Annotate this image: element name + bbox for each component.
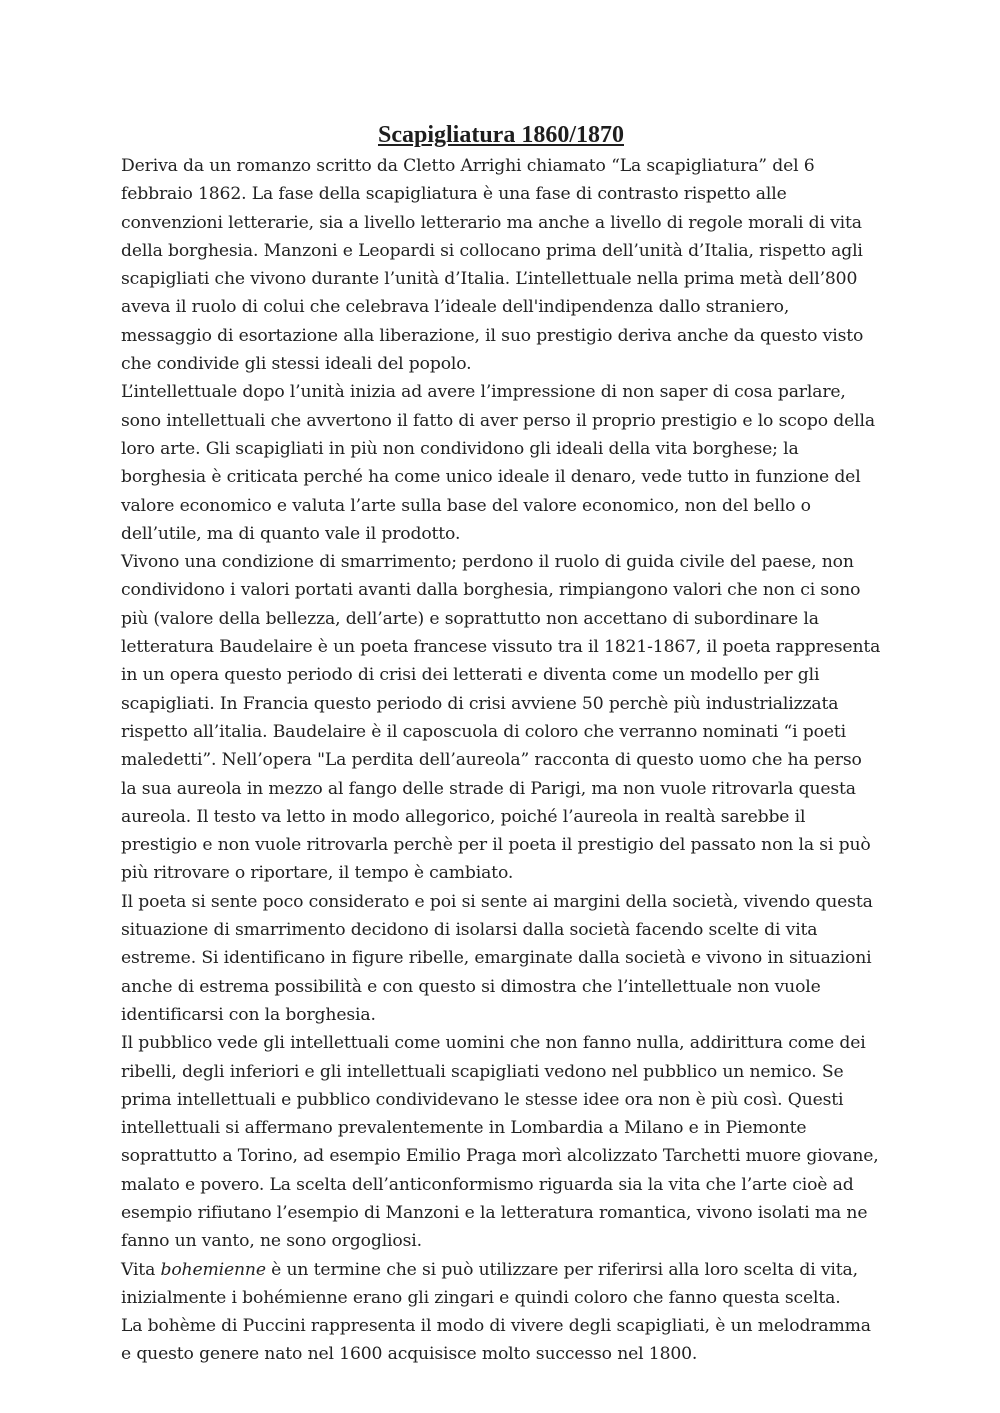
paragraph-baudelaire: Vivono una condizione di smarrimento; perdono il ruolo di guida civile del paese, non condividono i valori portati avanti dalla borghesia, rimpiangono valori che non ci sono più (valore della bellezza, dell’arte) e soprattutto non accettano di subordinare la letteratura Baudelaire è un poeta francese vissuto tra il 1821-1867, il poeta rappresenta in un opera questo periodo di crisi dei letterati e diventa come un modello per gli scapigliati. In Francia questo periodo di crisi avviene 50 perchè più industrializzata rispetto all’italia. Baudelaire è il caposcuola di coloro che verranno nominati “i poeti maledetti”. Nell’opera "La perdita dell’aureola” racconta di questo uomo che ha perso la sua aureola in mezzo al fango delle strade di Parigi, ma non vuole ritrovarla questa aureola. Il testo va letto in modo allegorico, poiché l’aureola in realtà sarebbe il prestigio e non vuole ritrovarla perchè per il poeta il prestigio del passato non la si può più ritrovare o riportare, il tempo è cambiato.	[121, 552, 881, 884]
paragraph-puccini: La bohème di Puccini rappresenta il modo di vivere degli scapigliati, è un melodramma e questo genere nato nel 1600 acquisisce molto successo nel 1800.	[121, 1316, 871, 1365]
vita-emphasis: bohemienne	[160, 1259, 266, 1280]
paragraph-public: Il pubblico vede gli intellettuali come uomini che non fanno nulla, addirittura come dei ribelli, degli inferiori e gli intellettuali scapigliati vedono nel pubblico un nemico. Se prima intellettuali e pubblico condividevano le stesse idee ora non è più così. Questi intellettuali si affermano prevalentemente in Lombardia a Milano e in Piemonte soprattutto a Torino, ad esempio Emilio Praga morì alcolizzato Tarchetti muore giovane, malato e povero. La scelta dell’anticonformismo riguarda sia la vita che l’arte cioè ad esempio rifiutano l’esempio di Manzoni e la letteratura romantica, vivono isolati ma ne fanno un vanto, ne sono orgogliosi.	[121, 1033, 879, 1252]
paragraph-origin: Deriva da un romanzo scritto da Cletto Arrighi chiamato “La scapigliatura” del 6 febbraio 1862. La fase della scapigliatura è una fase di contrasto rispetto alle convenzioni letterarie, sia a livello letterario ma anche a livello di regole morali di vita della borghesia. Manzoni e Leopardi si collocano prima dell’unità d’Italia, rispetto agli scapigliati che vivono durante l’unità d’Italia. L’intellettuale nella prima metà dell’800 aveva il ruolo di colui che celebrava l’ideale dell'indipendenza dallo straniero, messaggio di esortazione alla liberazione, il suo prestigio deriva anche da questo visto che condivide gli stessi ideali del popolo.	[121, 156, 864, 375]
document-page	[121, 120, 881, 1369]
vita-text-after: è un termine che si può utilizzare per riferirsi alla loro scelta di vita, inizialmente i bohémienne erano gli zingari e quindi coloro che fanno questa scelta.	[121, 1259, 858, 1308]
paragraph-intellectual-after-unity: L’intellettuale dopo l’unità inizia ad avere l’impressione di non saper di cosa parlare, sono intellettuali che avvertono il fatto di aver perso il proprio prestigio e lo scopo della loro arte. Gli scapigliati in più non condividono gli ideali della vita borghese; la borghesia è criticata perché ha come unico ideale il denaro, vede tutto in funzione del valore economico e valuta l’arte sulla base del valore economico, non del bello o dell’utile, ma di quanto vale il prodotto.	[121, 382, 875, 544]
paragraph-poet-margins: Il poeta si sente poco considerato e poi si sente ai margini della società, vivendo questa situazione di smarrimento decidono di isolarsi dalla società facendo scelte di vita estreme. Si identificano in figure ribelle, emarginate dalla società e vivono in situazioni anche di estrema possibilità e con questo si dimostra che l’intellettuale non vuole identificarsi con la borghesia.	[121, 891, 873, 1025]
vita-text-before: Vita	[121, 1259, 161, 1280]
paragraph-vita-bohemienne	[121, 1256, 881, 1313]
document-title: Scapigliatura 1860/1870	[377, 122, 624, 148]
